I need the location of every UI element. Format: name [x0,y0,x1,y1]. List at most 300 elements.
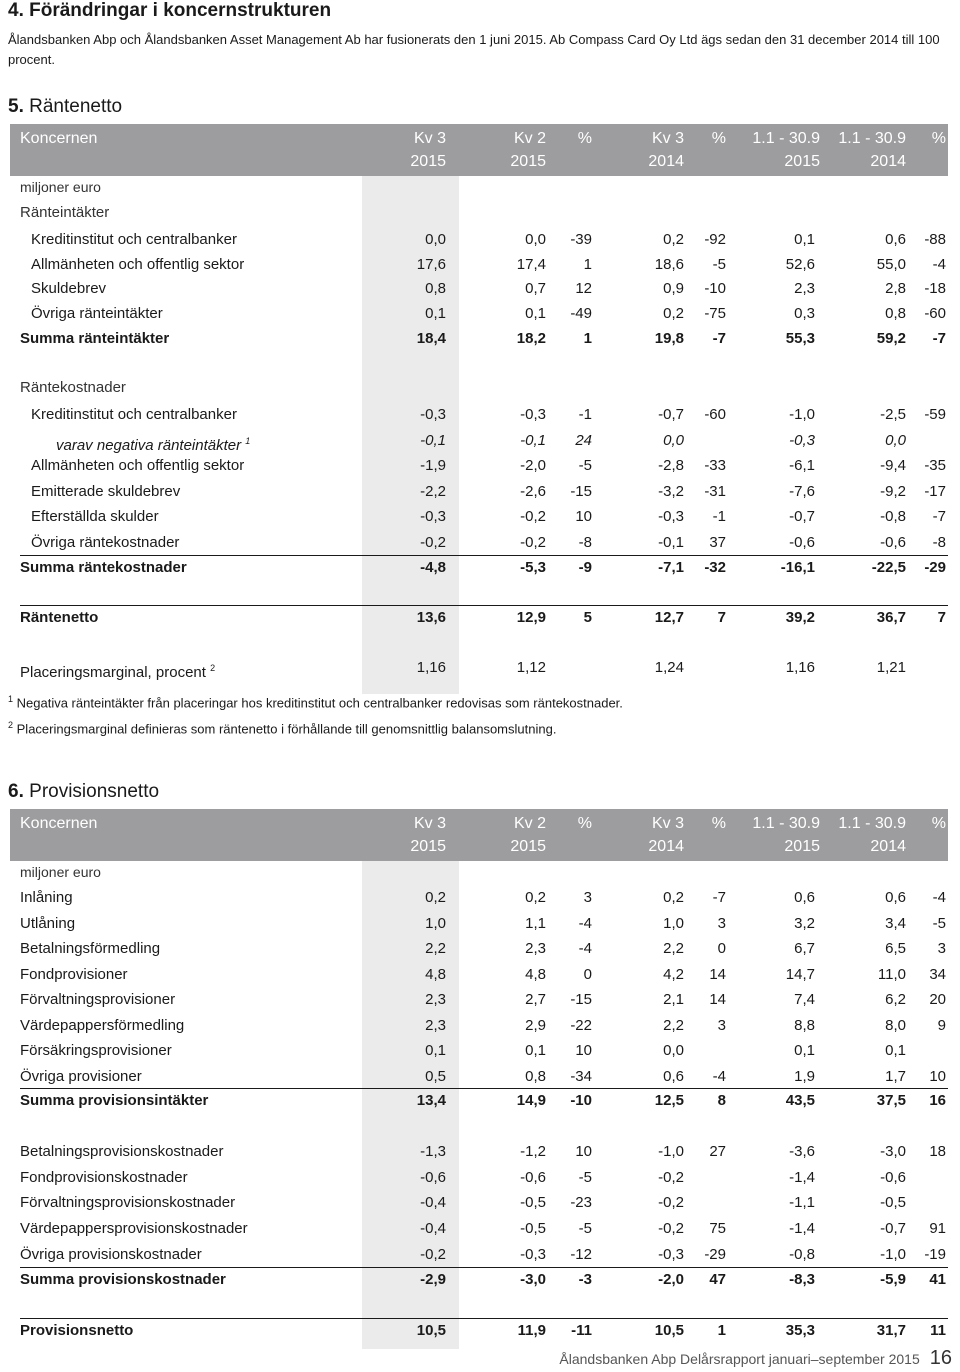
cell-col-3: -8 [578,533,592,551]
cell-col-3: 1 [583,255,592,273]
cell-col-8: -17 [924,482,946,500]
cell-col-3: -4 [578,940,592,957]
cell-col-2: 17,4 [516,255,546,273]
cell-col-7: -0,7 [880,1220,906,1238]
header-col-7-year: 2014 [870,153,906,170]
unit-caption: miljoner euro [20,864,101,880]
row-label: Kreditinstitut och centralbanker [31,406,237,423]
cell-col-4: 2,2 [663,1016,684,1034]
table-row [10,1040,948,1062]
cell-col-5: 3 [717,914,726,932]
cell-col-5: -33 [704,457,726,474]
table-row [10,887,948,909]
row-label: Fondprovisioner [20,965,128,983]
row-label: Betalningsförmedling [20,940,161,957]
header-col-4-year: 2014 [648,153,684,170]
cell-col-1: 4,8 [425,965,446,983]
header-col-1: Kv 3 [413,130,446,147]
page-footer [559,1347,952,1370]
header-col-4-year: 2014 [648,838,684,855]
cell-col-2: -0,3 [520,1245,546,1263]
cell-col-7: 55,0 [876,255,906,273]
header-col-4: Kv 3 [651,815,684,832]
cell-col-1: 1,0 [425,914,446,932]
cell-col-3: 0 [583,965,592,983]
cell-col-4: -0,3 [658,508,684,525]
cell-col-2: 18,2 [516,330,546,347]
row-label: Allmänheten och offentlig sektor [31,457,245,474]
footer-text: Ålandsbanken Abp Delårsrapport januari–september 2015 [559,1351,920,1367]
header-col-6-year: 2015 [784,838,820,855]
cell-col-6: -1,0 [789,406,815,423]
cell-col-5: -1 [712,508,726,525]
cell-col-5: 0 [717,940,726,957]
cell-col-1: -4,8 [420,559,446,576]
cell-col-1: 13,6 [416,609,446,626]
cell-col-1: 2,2 [425,940,446,957]
cell-col-6: -1,4 [789,1168,815,1186]
cell-col-5: 37 [709,533,726,551]
cell-col-4: 0,6 [663,1067,684,1085]
cell-col-4: -1,0 [658,1143,684,1160]
header-col-7-year: 2014 [870,838,906,855]
section-5-number: 5. [8,96,24,117]
cell-col-2: -0,1 [520,431,546,449]
cell-col-8: -35 [924,457,946,474]
cell-col-5: -31 [704,482,726,500]
cell-col-2: 14,9 [516,1092,546,1109]
cell-col-6: 0,1 [794,1042,815,1059]
table-row [10,481,948,503]
cell-col-5: 14 [709,965,726,983]
header-col-5: % [711,130,726,147]
cell-col-5: 8 [717,1092,726,1109]
group-title-income: Ränteintäkter [20,204,110,221]
cell-col-5: -92 [704,231,726,248]
cell-col-4: 0,9 [663,280,684,297]
cell-col-7: -2,5 [880,406,906,423]
cell-col-7: 31,7 [876,1322,906,1339]
cell-col-7: -0,8 [880,508,906,525]
cell-col-1: 0,0 [425,231,446,248]
table-row [10,964,948,986]
section-6-number: 6. [8,781,24,802]
header-col-6: 1.1 - 30.9 [752,815,820,832]
cell-col-2: 2,7 [525,991,546,1008]
table-provisionsnetto [10,809,948,1349]
header-col-7: 1.1 - 30.9 [838,815,906,832]
cell-col-8: -88 [924,231,946,248]
cell-col-7: -0,5 [880,1194,906,1212]
table-row [10,404,948,426]
row-label: Summa ränteintäkter [20,330,170,347]
cell-col-3: 10 [575,1143,592,1160]
cell-col-5: 47 [709,1271,726,1288]
cell-col-7: -5,9 [880,1271,906,1288]
cell-col-8: 91 [929,1220,946,1238]
table-row [10,229,948,251]
cell-col-5: 3 [717,1016,726,1034]
cell-col-3: 1 [583,330,592,347]
row-label: varav negativa ränteintäkter $^1$ [56,435,251,454]
cell-col-4: 0,2 [663,889,684,906]
row-label: Summa provisionskostnader [20,1271,226,1288]
cell-col-6: 43,5 [785,1092,815,1109]
header-col-6: 1.1 - 30.9 [752,130,820,147]
row-label: Övriga provisioner [20,1067,142,1085]
cell-col-1: -1,3 [420,1143,446,1160]
cell-col-4: 2,1 [663,991,684,1008]
cell-col-1: 10,5 [416,1322,446,1339]
cell-col-8: -4 [932,889,946,906]
cell-col-5: 27 [709,1143,726,1160]
header-label: Koncernen [20,130,98,147]
row-label: Förvaltningsprovisionskostnader [20,1194,236,1212]
row-label: Fondprovisionskostnader [20,1168,188,1186]
header-col-1: Kv 3 [413,815,446,832]
header-col-8: % [931,815,946,832]
group-title-costs: Räntekostnader [20,379,126,396]
cell-col-8: 16 [929,1092,946,1109]
cell-col-2: -3,0 [520,1271,546,1288]
table-row [10,254,948,276]
cell-col-3: -11 [571,1322,592,1339]
cell-col-5: -7 [712,889,726,906]
table-row [10,1066,948,1088]
cell-col-6: -6,1 [789,457,815,474]
row-label: Betalningsprovisionskostnader [20,1143,224,1160]
row-label: Värdepappersförmedling [20,1016,185,1034]
header-col-8: % [931,130,946,147]
cell-col-4: 12,5 [654,1092,684,1109]
cell-col-7: -0,6 [880,1168,906,1186]
cell-col-4: -0,2 [658,1220,684,1238]
header-col-1-year: 2015 [410,838,446,855]
cell-col-8: 7 [937,609,946,626]
cell-col-7: 11,0 [877,965,906,983]
cell-col-7: -9,2 [880,482,906,500]
cell-col-4: -2,8 [658,457,684,474]
cell-col-6: 1,16 [785,659,815,676]
cell-col-2: 0,7 [525,280,546,297]
cell-col-2: -0,2 [520,508,546,525]
cell-col-3: -9 [578,559,592,576]
cell-col-6: -16,1 [780,559,815,576]
table-row [10,455,948,477]
cell-col-3: 24 [575,431,592,449]
row-label: Efterställda skulder [31,508,159,525]
cell-col-4: 1,24 [654,659,684,676]
cell-col-3: -39 [570,231,592,248]
cell-col-1: 0,2 [425,889,446,906]
row-label: Summa räntekostnader [20,559,187,576]
cell-col-7: -1,0 [880,1245,906,1263]
cell-col-6: 6,7 [794,940,815,957]
cell-col-1: -0,2 [420,533,446,551]
cell-col-1: -0,3 [420,406,446,423]
table-header [10,124,948,176]
cell-col-8: -29 [924,559,946,576]
header-col-2-year: 2015 [510,153,546,170]
cell-col-6: -3,6 [789,1143,815,1160]
table-row [10,913,948,935]
row-label: Summa provisionsintäkter [20,1092,209,1109]
cell-col-2: 0,2 [525,889,546,906]
cell-col-7: -22,5 [871,559,906,576]
cell-col-2: 12,9 [516,609,546,626]
cell-col-7: 0,0 [885,431,906,449]
row-label: Inlåning [20,889,73,906]
table-row [10,1015,948,1037]
cell-col-5: 75 [709,1220,726,1238]
cell-col-2: 4,8 [525,965,546,983]
cell-col-3: -34 [570,1067,592,1085]
cell-col-7: 59,2 [876,330,906,347]
cell-col-3: -10 [570,1092,592,1109]
cell-col-7: 1,7 [885,1067,906,1085]
table-row [10,278,948,300]
cell-col-6: 0,3 [794,304,815,322]
cell-col-7: 36,7 [876,609,906,626]
section-5-title-text: Räntenetto [29,96,123,117]
cell-col-2: -0,6 [520,1168,546,1186]
row-label: Placeringsmarginal, procent $^2$ [20,663,216,681]
cell-col-4: -7,1 [658,559,684,576]
cell-col-3: 5 [583,609,592,626]
cell-col-8: -19 [924,1245,946,1263]
cell-col-4: 19,8 [654,330,684,347]
cell-col-6: -1,4 [789,1220,815,1238]
cell-col-8: 20 [929,991,946,1008]
cell-col-1: -0,4 [420,1220,446,1238]
cell-col-1: 2,3 [425,1016,446,1034]
cell-col-6: 7,4 [794,991,815,1008]
cell-col-1: 1,16 [416,659,446,676]
cell-col-4: 4,2 [663,965,684,983]
cell-col-6: -0,8 [789,1245,815,1263]
cell-col-1: -0,6 [420,1168,446,1186]
cell-col-2: 1,1 [525,914,546,932]
table-row [10,938,948,960]
cell-col-6: 0,1 [794,231,815,248]
cell-col-7: -9,4 [880,457,906,474]
header-col-2: Kv 2 [513,130,546,147]
cell-col-8: -18 [924,280,946,297]
cell-col-6: 3,2 [794,914,815,932]
cell-col-2: -2,0 [520,457,546,474]
cell-col-3: -5 [578,457,592,474]
row-label: Övriga ränteintäkter [31,304,163,322]
cell-col-8: 10 [929,1067,946,1085]
cell-col-3: -5 [578,1220,592,1238]
cell-col-1: 0,1 [425,304,446,322]
cell-col-4: 2,2 [663,940,684,957]
cell-col-8: -59 [924,406,946,423]
cell-col-2: 2,3 [525,940,546,957]
cell-col-8: -60 [924,304,946,322]
cell-col-7: 6,2 [885,991,906,1008]
row-label: Provisionsnetto [20,1322,134,1339]
cell-col-5: -75 [704,304,726,322]
table-row [10,1218,948,1240]
cell-col-1: -2,2 [420,482,446,500]
row-label: Kreditinstitut och centralbanker [31,231,237,248]
table-row [10,989,948,1011]
cell-col-7: 3,4 [885,914,906,932]
cell-col-2: -5,3 [520,559,546,576]
cell-col-6: 39,2 [785,609,815,626]
cell-col-4: 0,0 [663,1042,684,1059]
cell-col-2: -0,5 [520,1194,546,1212]
header-col-2: Kv 2 [513,815,546,832]
cell-col-1: -2,9 [420,1271,446,1288]
table-row [10,1244,948,1266]
cell-col-4: -0,2 [658,1194,684,1212]
cell-col-6: -0,3 [789,431,815,449]
cell-col-7: 0,6 [885,889,906,906]
cell-col-3: -23 [570,1194,592,1212]
cell-col-1: -0,3 [420,508,446,525]
cell-col-7: 2,8 [885,280,906,297]
row-label: Allmänheten och offentlig sektor [31,255,245,273]
cell-col-3: -22 [570,1016,592,1034]
cell-col-3: 10 [575,508,592,525]
cell-col-6: 52,6 [785,255,815,273]
cell-col-6: 55,3 [785,330,815,347]
table-row [10,607,948,629]
cell-col-4: -2,0 [658,1271,684,1288]
table-row [10,506,948,528]
cell-col-4: 18,6 [654,255,684,273]
header-col-4: Kv 3 [651,130,684,147]
cell-col-6: -0,6 [789,533,815,551]
row-label: Värdepappersprovisionskostnader [20,1220,248,1238]
cell-col-6: -0,7 [789,508,815,525]
footnote-2: $^2$ Placeringsmarginal definieras som räntenetto i förhållande till genomsnittlig balansomslutning. [8,720,557,737]
table-row [10,1141,948,1163]
cell-col-4: -0,1 [658,533,684,551]
table-header [10,809,948,861]
cell-col-4: -0,2 [658,1168,684,1186]
cell-col-7: 0,1 [885,1042,906,1059]
cell-col-1: 0,5 [425,1067,446,1085]
table-row [10,657,948,679]
section-6-title-text: Provisionsnetto [29,781,160,802]
cell-col-1: -1,9 [420,457,446,474]
cell-col-2: -1,2 [520,1143,546,1160]
footnote-1: $^1$ Negativa ränteintäkter från placeringar hos kreditinstitut och centralbanker redovisas som räntekostnader. [8,694,623,711]
table-row [10,557,948,579]
cell-col-3: 10 [575,1042,592,1059]
cell-col-1: -0,1 [420,431,446,449]
cell-col-6: 8,8 [794,1016,815,1034]
cell-col-5: -7 [712,330,726,347]
cell-col-5: -29 [704,1245,726,1263]
table-rantenetto [10,124,948,694]
cell-col-4: 10,5 [654,1322,684,1339]
cell-col-5: -4 [712,1067,726,1085]
cell-col-4: -3,2 [658,482,684,500]
cell-col-3: 3 [583,889,592,906]
cell-col-1: 2,3 [425,991,446,1008]
cell-col-4: -0,7 [658,406,684,423]
cell-col-4: 0,2 [663,231,684,248]
cell-col-6: -7,6 [789,482,815,500]
cell-col-6: 35,3 [785,1322,815,1339]
header-col-7: 1.1 - 30.9 [838,130,906,147]
cell-col-8: -5 [932,914,946,932]
cell-col-5: -32 [704,559,726,576]
cell-col-2: -0,3 [520,406,546,423]
section-6-title [8,781,159,803]
cell-col-6: 0,6 [794,889,815,906]
cell-col-6: 2,3 [794,280,815,297]
cell-col-8: 3 [937,940,946,957]
row-label: Förvaltningsprovisioner [20,991,176,1008]
cell-col-4: 1,0 [663,914,684,932]
cell-col-6: -8,3 [789,1271,815,1288]
cell-col-2: 2,9 [525,1016,546,1034]
cell-col-8: -4 [932,255,946,273]
cell-col-7: -3,0 [880,1143,906,1160]
row-label: Räntenetto [20,609,99,626]
cell-col-1: 18,4 [416,330,446,347]
table-row [10,1167,948,1189]
cell-col-5: -10 [704,280,726,297]
unit-caption: miljoner euro [20,179,101,195]
page-number: 16 [929,1347,952,1369]
cell-col-2: -0,2 [520,533,546,551]
header-col-2-year: 2015 [510,838,546,855]
cell-col-7: 0,8 [885,304,906,322]
cell-col-7: -0,6 [880,533,906,551]
row-label: Övriga räntekostnader [31,533,180,551]
cell-col-2: 0,1 [525,304,546,322]
table-row [10,430,948,452]
header-col-3: % [577,130,592,147]
cell-col-3: -4 [578,914,592,932]
cell-col-8: -8 [932,533,946,551]
row-label: Skuldebrev [31,280,107,297]
header-col-6-year: 2015 [784,153,820,170]
table-row [10,1320,948,1342]
cell-col-4: 12,7 [654,609,684,626]
cell-col-5: -5 [712,255,726,273]
cell-col-2: 0,1 [525,1042,546,1059]
row-label: Försäkringsprovisioner [20,1042,172,1059]
cell-col-1: 17,6 [416,255,446,273]
cell-col-7: 37,5 [876,1092,906,1109]
cell-col-5: 14 [709,991,726,1008]
cell-col-3: -15 [570,991,592,1008]
cell-col-2: 1,12 [516,659,546,676]
cell-col-4: 0,0 [663,431,684,449]
cell-col-8: -7 [932,330,946,347]
cell-col-1: 0,8 [425,280,446,297]
cell-col-2: 11,9 [517,1322,546,1339]
cell-col-3: 12 [575,280,592,297]
section-4-title: 4. Förändringar i koncernstrukturen [8,0,332,21]
cell-col-3: -3 [578,1271,592,1288]
header-col-3: % [577,815,592,832]
cell-col-7: 0,6 [885,231,906,248]
cell-col-3: -5 [578,1168,592,1186]
cell-col-4: 0,2 [663,304,684,322]
cell-col-8: 41 [929,1271,946,1288]
cell-col-1: 13,4 [416,1092,446,1109]
section-4-text: Ålandsbanken Abp och Ålandsbanken Asset Management Ab har fusionerats den 1 juni 2015. Ab Compass Card Oy Ltd ägs sedan den 31 december 2014 till 100 procent. [8,32,940,67]
cell-col-4: -0,3 [658,1245,684,1263]
